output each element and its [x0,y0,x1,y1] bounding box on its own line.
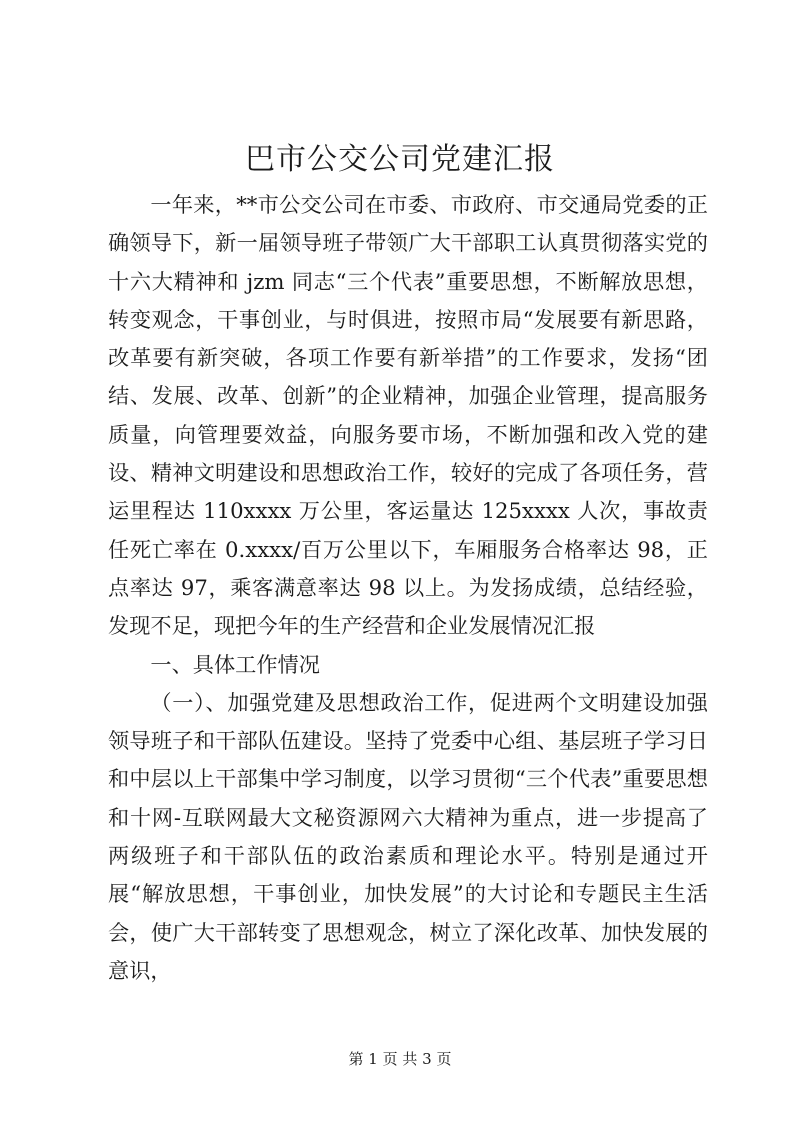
section-heading: 一、具体工作情况 [150,651,320,677]
document-body [108,186,708,990]
document-title: 巴市公交公司党建汇报 [245,142,555,177]
paragraph-intro: 一年来，**市公交公司在市委、市政府、市交通局党委的正确领导下，新一届领导班子带领广大干部职工认真贯彻落实党的十六大精神和 jzm 同志“三个代表”重要思想，不断解放思想，转变观念，干事创业，与时俱进，按照市局“发展要有新思路，改革要有新突破，各项工作要有新举措”的工作要求，发扬“团结、发展、改革、创新”的企业精神，加强企业管理，提高服务质量，向管理要效益，向服务要市场，不断加强和改入党的建设、精神文明建设和思想政治工作，较好的完成了各项任务，营运里程达 110xxxx 万公里，客运量达 125xxxx 人次，事故责任死亡率在 0.xxxx/百万公里以下，车厢服务合格率达 98，正点率达 97，乘客满意率达 98 以上。为发扬成绩，总结经验，发现不足，现把今年的生产经营和企业发展情况汇报 [108,192,708,639]
page-footer: 第 1 页 共 3 页 [348,1050,452,1068]
paragraph-party-building: （一）、加强党建及思想政治工作，促进两个文明建设加强领导班子和干部队伍建设。坚持了党委中心组、基层班子学习日和中层以上干部集中学习制度，以学习贯彻“三个代表”重要思想和十网-互联网最大文秘资源网六大精神为重点，进一步提高了两级班子和干部队伍的政治素质和理论水平。特别是通过开展“解放思想，干事创业，加快发展”的大讨论和专题民主生活会，使广大干部转变了思想观念，树立了深化改革、加快发展的意识， [108,689,708,983]
